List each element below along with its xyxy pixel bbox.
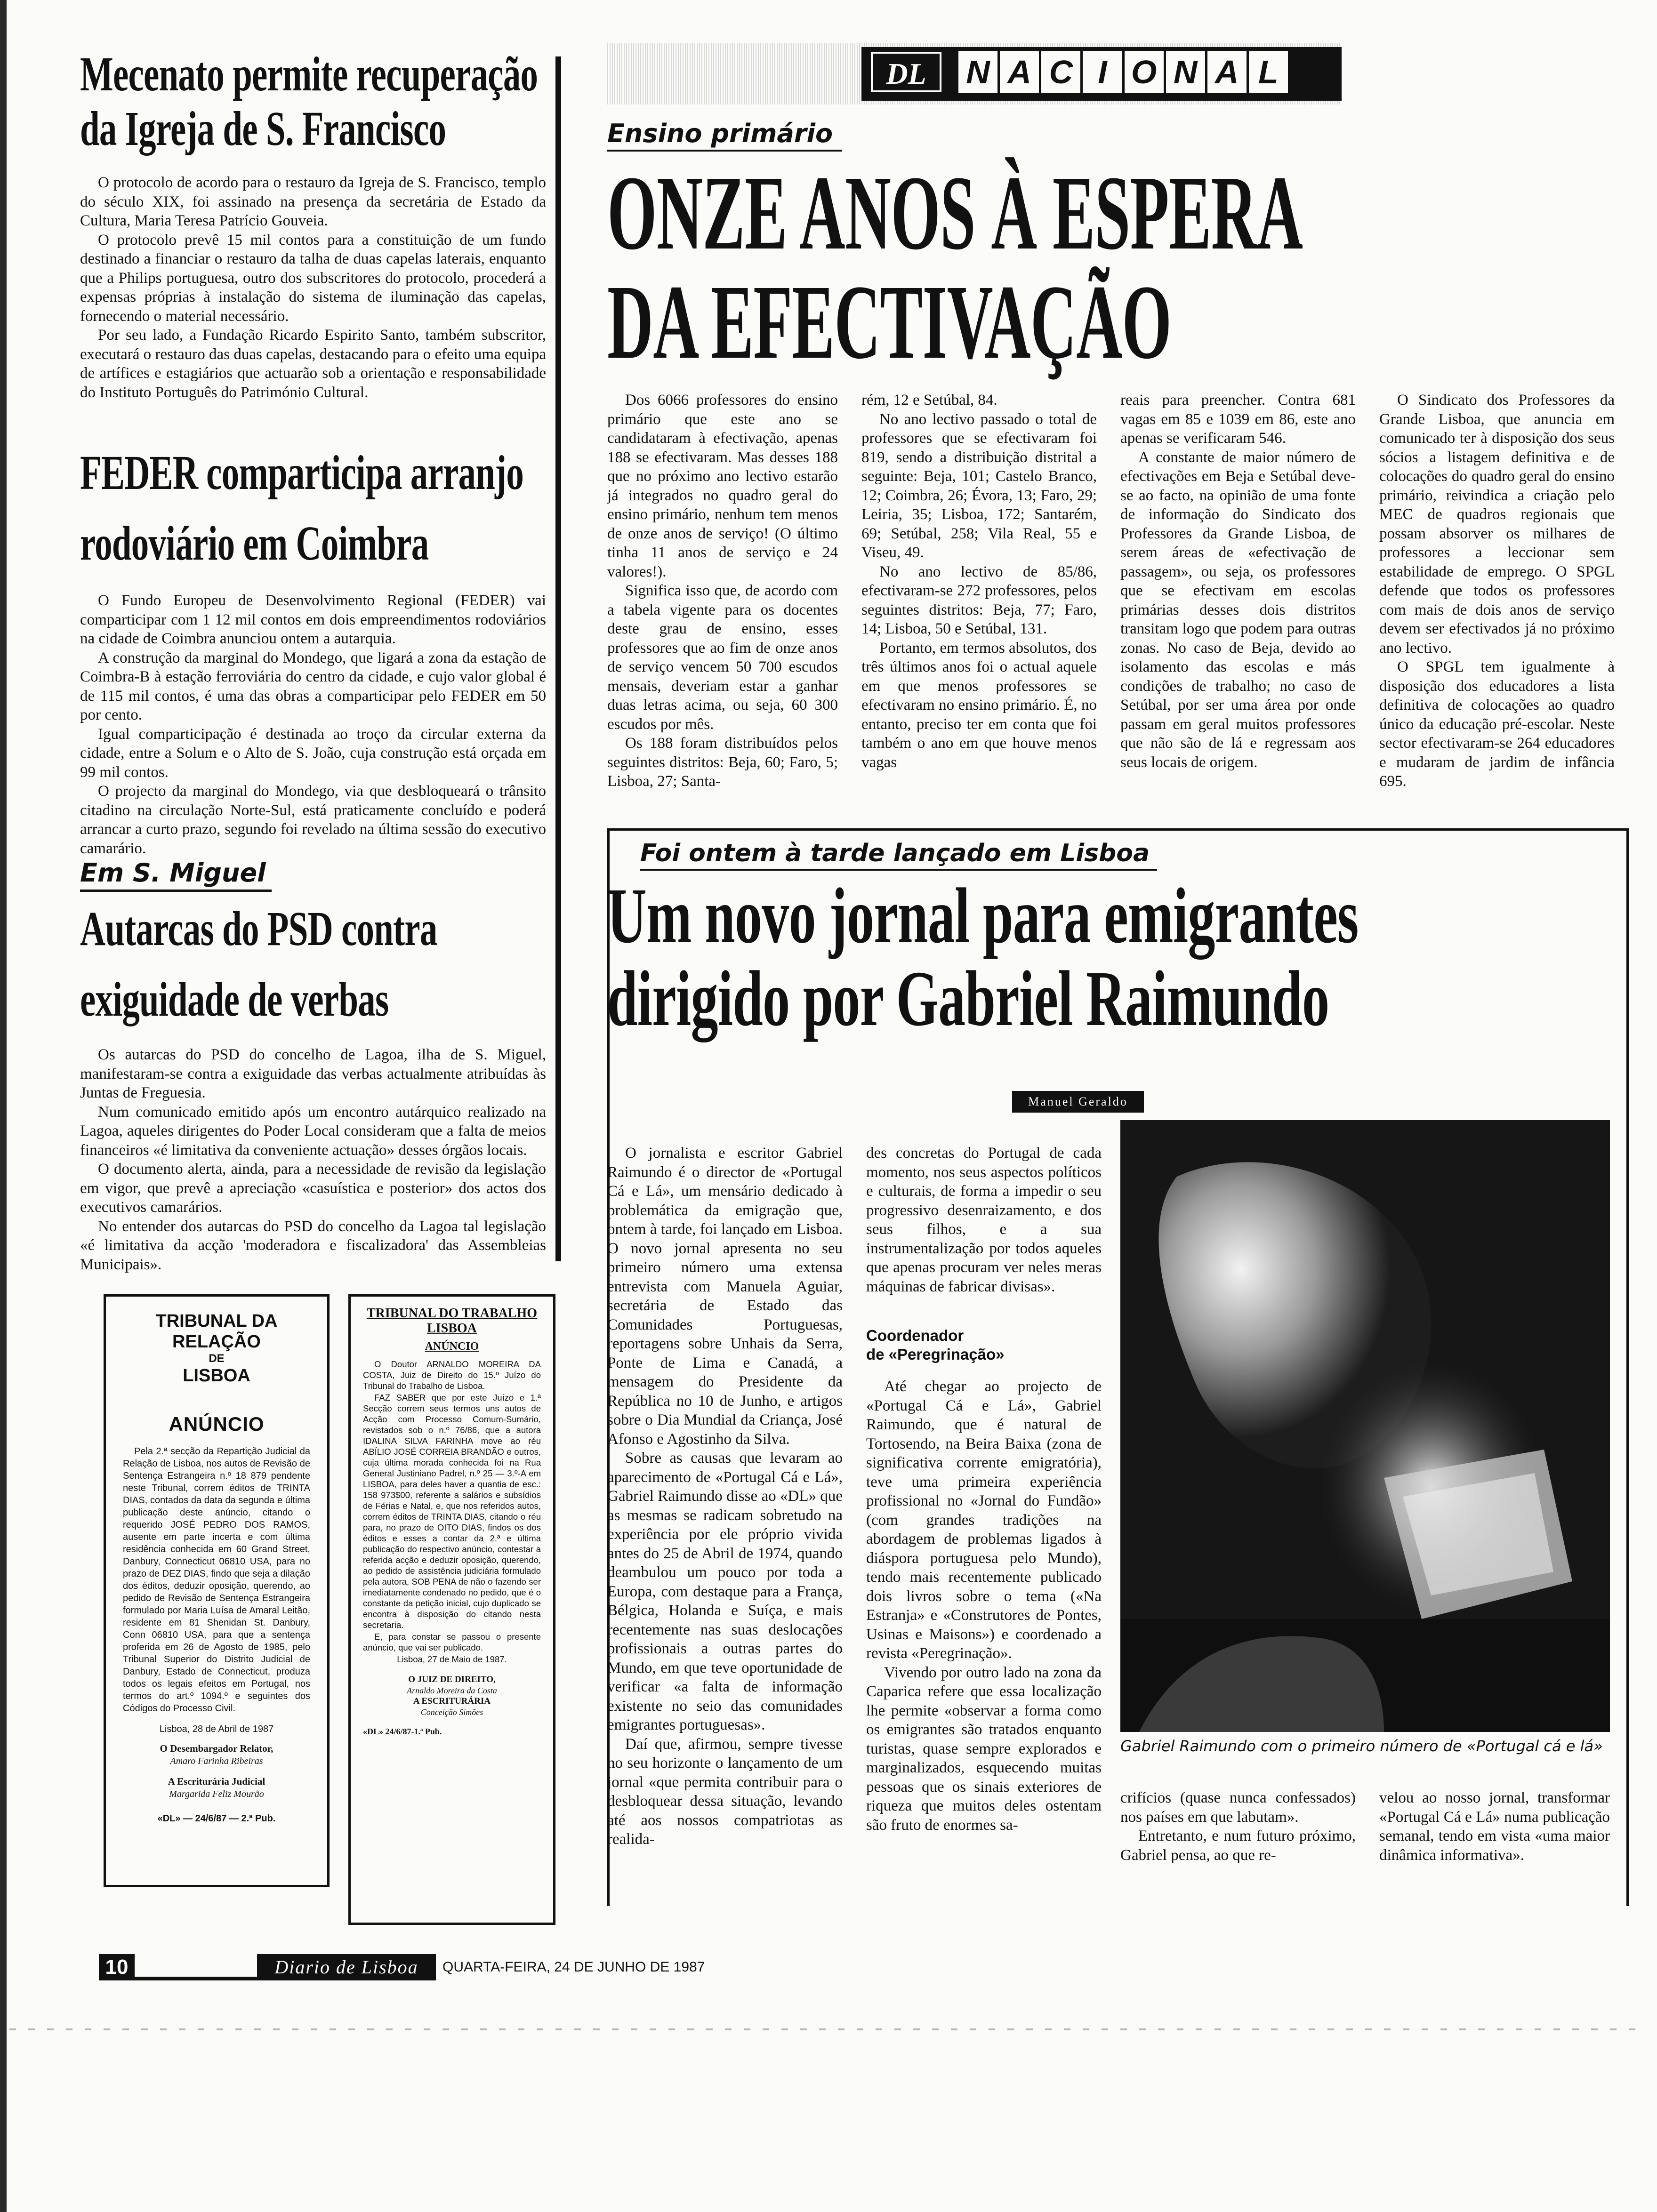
paragraph: Significa isso que, de acordo com a tabela vigente para os docentes deste grau de ensino, esses professores que ao fim de onze anos de serviço vencem 50 700 escudos mensais, deveriam estar a ganhar duas letras acima, ou seja, 60 300 escudos por mês. (607, 582, 838, 733)
footer-rule (135, 1977, 257, 1980)
paragraph: O jornalista e escritor Gabriel Raimundo é o director de «Portugal Cá e Lá», um mensário dedicado à problemática da emigração que, ontem à tarde, foi lançado em Lisboa. O novo jornal apresenta no seu primeiro número uma extensa entrevista com Manuela Aguiar, secretária de Estado das Comunidades Portuguesas, reportagens sobre Unhais da Serra, Ponte de Lima e Canadá, a mensagem do Presidente da República no 10 de Junho, e artigos sobre o Dia Mundial da Criança, José Afonso e Agostinho da Silva. (607, 1145, 843, 1448)
paragraph: Vivendo por outro lado na zona da Caparica refere que essa localização lhe permite «observar a forma como os emigrantes são tratados enquanto turistas, quase sempre explorados e marginalizados, esquecendo muitas pessoas que os sinais exteriores de riqueza que muitos deles ostentam são fruto de enormes sa- (866, 1664, 1102, 1834)
section-title (958, 51, 1288, 93)
date-line: QUARTA-FEIRA, 24 DE JUNHO DE 1987 (442, 1959, 705, 1975)
dl-logo: DL (871, 52, 941, 92)
signature-name: Margarida Feliz Mourão (169, 1789, 264, 1799)
paragraph: Por seu lado, a Fundação Ricardo Espirito Santo, também subscritor, executará o restauro das duas capelas, destacando para o efeito uma equipa de artífices e estagiários que actuarão sob a orientação e responsabilidade do Instituto Português do Património Cultural. (80, 327, 546, 401)
signature-name: Amaro Farinha Ribeiras (170, 1756, 263, 1766)
notice-heading: ANÚNCIO (169, 1413, 265, 1435)
article-body (80, 1045, 546, 1274)
headline-line-1: Mecenato permite recuperação (80, 47, 538, 101)
column-rule (555, 56, 561, 1261)
headline (607, 874, 1647, 1040)
paragraph: No ano lectivo passado o total de professores que se efectivaram foi 819, sendo a distribuição distrital a seguinte: Beja, 101; Castelo Branco, 12; Coimbra, 26; Évora, 13; Faro, 29; Leiria, 35; Lisboa, 172; Santarém, 69; Setúbal, 258; Vila Real, 55 e Viseu, 49. (861, 410, 1097, 561)
headline-line-2: exiguidade de verbas (80, 972, 389, 1026)
bottom-scan-noise (9, 2028, 1648, 2030)
paragraph: FAZ SABER que por este Juízo e 1.ª Secção correm seus termos uns autos de Acção com Processo Comum-Sumário, revistados sob o n.º 76/86, que a autora IDALINA SILVA FARINHA move ao réu ABÍLIO JOSÉ CORREIA BRANDÃO e outros, cuja última morada conhecida foi na Rua General Justiniano Padrel, n.º 25 — 3.º-A em LISBOA, para deles haver a quantia de esc.: 158 973$00, referente a salários e subsídios de Férias e Natal, e, que nos referidos autos, correm éditos de TRINTA DIAS, citando o réu para, no prazo de OITO DIAS, findos os dos éditos e esses a contar da 2.ª e última publicação do respectivo anúncio, contestar a referida acção e deduzir oposição, querendo, ao pedido de assistência judiciária formulado pela autora, SOB PENA de não o fazendo ser imediatamente condenado no pedido, que é o constante da petição inicial, cujo duplicado se encontra à disposição do citando nesta secretaria. (363, 1393, 541, 1630)
kicker: Ensino primário (607, 118, 842, 152)
notice-heading: ANÚNCIO (425, 1340, 479, 1353)
headline-line-1: FEDER comparticipa arranjo (80, 446, 524, 500)
paragraph: O documento alerta, ainda, para a necessidade de revisão da legislação em vigor, que prevê a apreciação «casuística e posterior» dos actos dos executivos camarários. (80, 1161, 546, 1216)
article-novo-jornal (607, 838, 1624, 1040)
second-article-col-4 (1379, 1788, 1610, 1865)
main-article-col-4 (1379, 391, 1615, 791)
paragraph: O Sindicato dos Professores da Grande Lisboa, que anuncia em comunicado ter à disposição dos seus sócios a listagem definitiva e de colocações do quadro geral do ensino primário, reivindica a criação pelo MEC de quadros regionais que possam absorver os milhares de professores a leccionar sem estabilidade de emprego. O SPGL defende que todos os professores com mais de dois anos de serviço devem ser efectivados já no próximo ano lectivo. (1379, 392, 1615, 657)
second-article-col-1 (607, 1144, 843, 1849)
legal-notice-trabalho (348, 1294, 555, 1925)
paper-name: Diario de Lisboa (257, 1954, 436, 1980)
photo-caption: Gabriel Raimundo com o primeiro número de «Portugal cá e lá» (1120, 1737, 1603, 1755)
notice-footer: «DL» 24/6/87-1.ª Pub. (363, 1727, 442, 1736)
paragraph: Pela 2.ª secção da Repartição Judicial da Relação de Lisboa, nos autos de Revisão de Sentença Estrangeira n.º 18 879 pendente neste Tribunal, correm éditos de TRINTA DIAS, contados da data da segunda e última publicação deste anúncio, citando o requerido JOSÉ PEDRO DOS RAMOS, ausente em parte incerta e com última residência conhecida em 60 Grand Street, Danbury, Connecticut 06810 USA, para no prazo de DEZ DIAS, findo que seja a dilação dos éditos, deduzir oposição, querendo, ao pedido de Revisão de Sentença Estrangeira formulado por Maria Luísa de Amaral Leitão, residente em 81 Shenidan St. Danbury, Conn 06810 USA, para que a sentença proferida em 26 de Agosto de 1985, pelo Tribunal Superior do Distrito Judicial de Danbury, Estado de Connecticut, produza todos os legais efeitos em Portugal, nos termos do art.º 1094.º e seguintes dos Códigos do Processo Civil. (123, 1446, 310, 1714)
headline-line-2: da Igreja de S. Francisco (80, 102, 446, 156)
subhead-line: Coordenador (866, 1327, 964, 1344)
headline-line-1: Um novo jornal para emigrantes (607, 872, 1359, 960)
notice-date: Lisboa, 28 de Abril de 1987 (159, 1724, 274, 1734)
article-mecenato (80, 47, 546, 402)
signature-name: Conceição Simões (420, 1707, 483, 1717)
signature-role: O Desembargador Relator, (160, 1743, 273, 1754)
headline (80, 438, 548, 579)
second-article-col-2 (866, 1144, 1102, 1835)
paragraph: A constante de maior número de efectivações em Beja e Setúbal deve-se ao facto, na opinião de uma fonte de informação do Sindicato dos Professores da Grande Lisboa, de serem áreas de «efectivação de passagem», ou seja, os professores que se efectivam em escolas primárias desses dois distritos transitam logo que podem para outras zonas. No caso de Beja, devido ao isolamento das escolas e más condições de trabalho; no caso de Setúbal, por ser uma área por onde passam em geral muitos professores que não são de lá e regressam aos seus locais de origem. (1120, 449, 1356, 771)
section-letter: I (1080, 51, 1122, 93)
signature-name: Arnaldo Moreira da Costa (407, 1686, 497, 1695)
paragraph: Dos 6066 professores do ensino primário que este ano se candidataram à efectivação, apenas 188 se efectivaram. Mas desses 188 que no próximo ano lectivo estarão já integrados no quadro geral do ensino primário, nenhum tem menos de onze anos de serviço! (O último tinha 11 anos de serviço e 24 valores!). (607, 392, 838, 580)
section-letter: L (1247, 51, 1288, 93)
headline (80, 894, 548, 1035)
section-letter: N (1164, 51, 1205, 93)
main-article-col-3 (1120, 391, 1356, 772)
paragraph: reais para preencher. Contra 681 vagas em 85 e 1039 em 86, este ano apenas se verificaram 546. (1120, 392, 1356, 447)
paragraph: Portanto, em termos absolutos, dos três últimos anos foi o actual aquele em que menos professores se efectivaram no ensino primário. É, no entanto, preciso ter em conta que foi também o ano em que houve menos vagas (861, 639, 1097, 771)
paragraph: rém, 12 e Setúbal, 84. (861, 392, 997, 409)
headline-line-1: Autarcas do PSD contra (80, 902, 437, 956)
section-letter: C (1039, 51, 1080, 93)
scan-edge (0, 0, 7, 2212)
byline: Manuel Geraldo (1012, 1091, 1144, 1113)
signature-role: A ESCRITURÁRIA (413, 1696, 491, 1706)
notice-title-line: TRIBUNAL DO TRABALHO (366, 1306, 537, 1321)
second-article-col-3 (1120, 1788, 1356, 1865)
notice-footer: «DL» — 24/6/87 — 2.ª Pub. (157, 1813, 276, 1824)
paragraph: Os 188 foram distribuídos pelos seguintes distritos: Beja, 60; Faro, 5; Lisboa, 27; Santa- (607, 735, 838, 790)
notice-body (363, 1359, 541, 1653)
signature-role: A Escriturária Judicial (168, 1776, 265, 1787)
page-number: 10 (99, 1954, 135, 1980)
headline-line-2: rodoviário em Coimbra (80, 516, 429, 570)
legal-notice-relacao (104, 1294, 330, 1887)
headline (80, 47, 548, 156)
page-footer (99, 1954, 993, 1980)
paragraph: O Doutor ARNALDO MOREIRA DA COSTA, Juiz de Direito do 15.º Juízo do Tribunal do Trabalho de Lisboa. (363, 1359, 541, 1391)
paragraph: Daí que, afirmou, sempre tivesse no seu horizonte o lançamento de um jornal «que permita contribuir para o desbloquear dessa situação, levando até aos nossos compatriotas as realida- (607, 1735, 843, 1848)
notice-title-line: LISBOA (427, 1321, 477, 1336)
section-letter: O (1122, 51, 1164, 93)
section-letter: A (1205, 51, 1247, 93)
notice-title (363, 1306, 541, 1336)
main-article-col-2 (861, 391, 1097, 772)
headline-line-2: dirigido por Gabriel Raimundo (607, 955, 1329, 1042)
headline-line-2: DA EFECTIVAÇÃO (607, 263, 1172, 381)
subhead (866, 1326, 1102, 1364)
paragraph: E, para constar se passou o presente anúncio, que vai ser publicado. (363, 1632, 541, 1652)
paragraph: O protocolo prevê 15 mil contos para a constituição de um fundo destinado a financiar o restauro da talha de duas capelas laterais, enquanto que a Philips portuguesa, outro dos subscritores do protocolo, procederá a expensas próprias à instalação do sistema de iluminação das capelas, fornecendo o material necessário. (80, 231, 546, 325)
photo-gabriel-raimundo (1120, 1120, 1610, 1732)
paragraph: crifícios (quase nunca confessados) nos países em que labutam». (1120, 1789, 1356, 1826)
paragraph: Num comunicado emitido após um encontro autárquico realizado na Lagoa, aqueles dirigentes do Poder Local consideram que a falta de meios financeiros «é limitativa da conveniente actuação» desses órgãos locais. (80, 1103, 546, 1159)
notice-body (123, 1445, 310, 1715)
article-onze-anos (607, 118, 1582, 381)
notice-title-line: TRIBUNAL DA RELAÇÃO (155, 1311, 278, 1352)
paragraph: No entender dos autarcas do PSD do concelho da Lagoa tal legislação «é limitativa da acção 'moderadora e fiscalizadora' das Assembleias Municipais». (80, 1218, 546, 1273)
main-article-col-1 (607, 391, 838, 791)
paragraph: No ano lectivo de 85/86, efectivaram-se 272 professores, pelos seguintes distritos: Beja, 77; Faro, 14; Lisboa, 50 e Setúbal, 131. (861, 563, 1097, 637)
photo-image (1120, 1120, 1610, 1732)
paragraph: Os autarcas do PSD do concelho de Lagoa, ilha de S. Miguel, manifestaram-se contra a exiguidade das verbas actualmente atribuídas às Juntas de Freguesia. (80, 1046, 546, 1101)
headline (607, 154, 1568, 381)
paragraph: A construção da marginal do Mondego, que ligará a zona da estação de Coimbra-B à estação ferroviária do centro da cidade, e cujo valor global é de 115 mil contos, é uma das obras a comparticipar pelo FEDER em 50 por cento. (80, 649, 546, 723)
paragraph: O Fundo Europeu de Desenvolvimento Regional (FEDER) vai comparticipar com 1 12 mil contos em dois empreendimentos rodoviários na cidade de Coimbra anunciou ontem a autarquia. (80, 592, 546, 647)
subhead-line: de «Peregrinação» (866, 1346, 1005, 1363)
paragraph: O projecto da marginal do Mondego, via que desbloqueará o trânsito citadino na circulação Norte-Sul, está praticamente concluído e poderá arrancar a curto prazo, segundo foi revelado na última sessão do executivo camarário. (80, 783, 546, 857)
notice-date: Lisboa, 27 de Maio de 1987. (397, 1654, 507, 1664)
paragraph: des concretas do Portugal de cada momento, nos seus aspectos políticos e culturais, de forma a impedir o seu progressivo desenraizamento, e dos seus filhos, e a sua instrumentalização por todos aqueles que apenas procuram ver neles meras máquinas de fabricar divisas». (866, 1145, 1102, 1295)
notice-title (123, 1311, 310, 1386)
paragraph: Igual comparticipação é destinada ao troço da circular externa da cidade, entre a Solum e o Alto de S. João, cuja construção está orçada em 99 mil contos. (80, 725, 546, 781)
paragraph: O SPGL tem igualmente à disposição dos educadores a lista definitiva de colocações ao quadro único da educação pré-escolar. Neste sector efectivaram-se 264 educadores e mudaram de jardim de infância 695. (1379, 658, 1615, 790)
paragraph: O protocolo de acordo para o restauro da Igreja de S. Francisco, templo do século XIX, foi assinado na presença da secretária de Estado da Cultura, Maria Teresa Patrício Gouveia. (80, 174, 546, 229)
paragraph: Sobre as causas que levaram ao aparecimento de «Portugal Cá e Lá», Gabriel Raimundo disse ao «DL» que as mesmas se radicam sobretudo na experiência por ele próprio vivida antes do 25 de Abril de 1974, quando deambulou um pouco por toda a Europa, com destaque para a França, Bélgica, Holanda e Suíça, e mais recentemente nas suas deslocações profissionais a outras partes do Mundo, em que teve oportunidade de verificar «a falta de informação existente no seio das comunidades emigrantes portuguesas». (607, 1450, 843, 1733)
paragraph: velou ao nosso jornal, transformar «Portugal Cá e Lá» numa publicação semanal, tendo em vista «uma maior dinâmica informativa». (1379, 1789, 1610, 1864)
kicker: Foi ontem à tarde lançado em Lisboa (640, 838, 1157, 871)
kicker: Em S. Miguel (80, 857, 272, 892)
section-letter: A (997, 51, 1039, 93)
section-masthead (607, 43, 1342, 104)
headline-line-1: ONZE ANOS À ESPERA (607, 154, 1303, 272)
article-feder (80, 438, 546, 858)
signature-role: O JUIZ DE DIREITO, (408, 1675, 496, 1684)
paragraph: Até chegar ao projecto de «Portugal Cá e Lá», Gabriel Raimundo, que é natural de Tortosendo, na Beira Baixa (zona de significativa corrente emigratória), teve uma primeira experiência profissional no «Jornal do Fundão» (com grandes tradições na abordagem de problemas ligados à diáspora portuguesa pelo Mundo), tendo mais recentemente publicado dois livros sobre o tema («Na Estranja» e «Construtores de Pontes, Usinas e Maisons») e coordenado a revista «Peregrinação». (866, 1378, 1102, 1662)
section-letter: N (966, 54, 990, 90)
article-psd-sao-miguel (80, 857, 546, 1274)
article-body (80, 173, 546, 402)
paragraph: Entretanto, e num futuro próximo, Gabriel pensa, ao que re- (1120, 1827, 1356, 1864)
notice-title-line: LISBOA (183, 1366, 250, 1386)
notice-title-line: DE (209, 1352, 225, 1365)
article-body (80, 591, 546, 858)
